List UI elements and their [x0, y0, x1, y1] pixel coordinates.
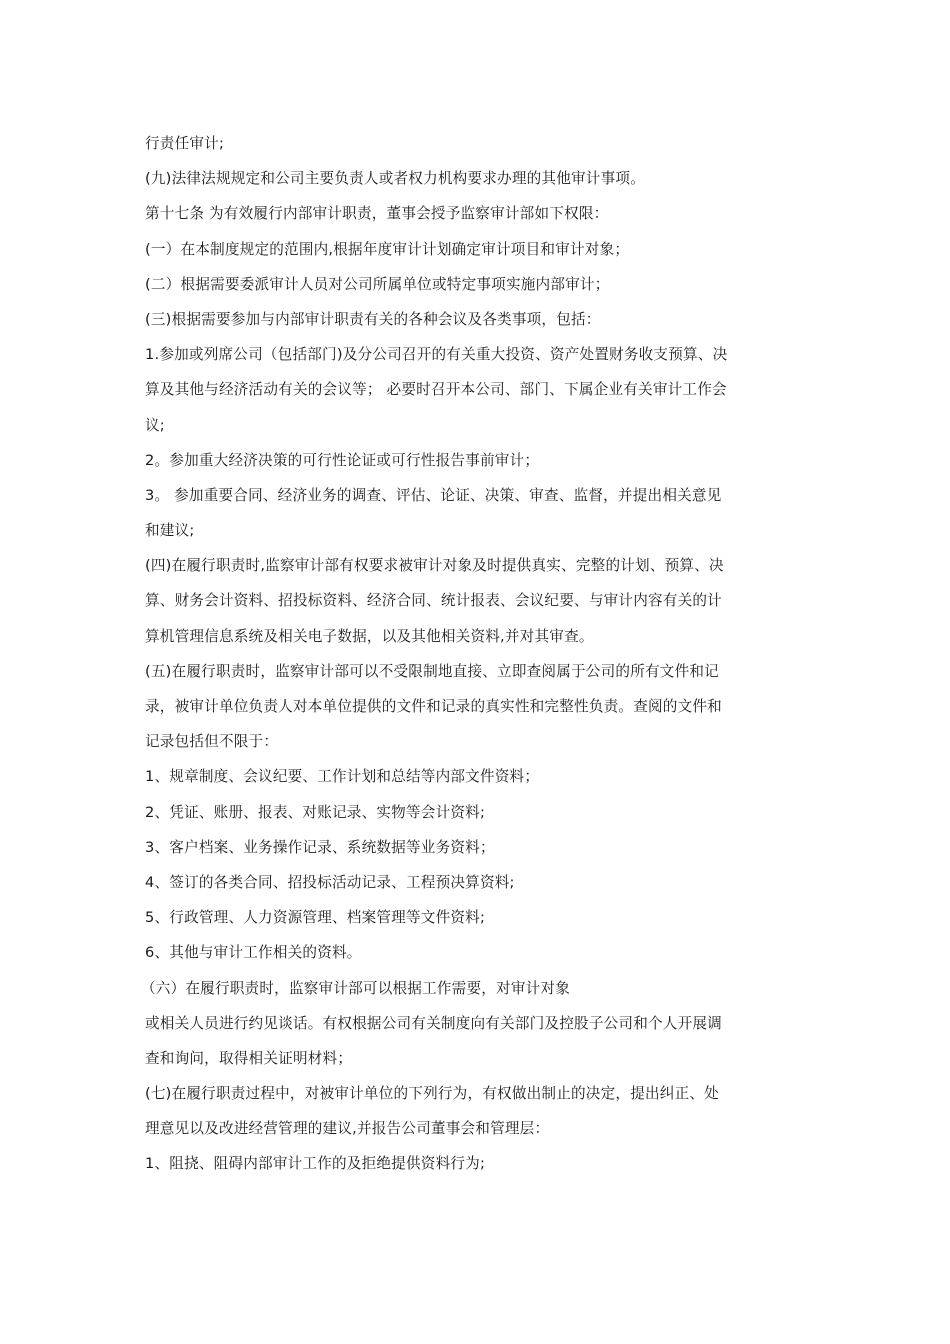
text-line: (四)在履行职责时,监察审计部有权要求被审计对象及时提供真实、完整的计划、预算、决	[145, 557, 724, 575]
text-line: 4、签订的各类合同、招投标活动记录、工程预决算资料;	[145, 873, 515, 891]
text-line: 录，被审计单位负责人对本单位提供的文件和记录的真实性和完整性负责。查阅的文件和	[145, 698, 722, 715]
document-body	[141, 126, 810, 1182]
text-line: 5、行政管理、人力资源管理、档案管理等文件资料;	[145, 909, 486, 927]
text-line: 第十七条 为有效履行内部审计职责，董事会授予监察审计部如下权限：	[145, 205, 609, 223]
text-line: 议;	[145, 416, 165, 434]
text-line: 1.参加或列席公司（包括部门)及分公司召开的有关重大投资、资产处置财务收支预算、决	[145, 346, 728, 364]
text-line: 2、凭证、账册、报表、对账记录、实物等会计资料;	[145, 803, 486, 821]
text-line: (九)法律法规规定和公司主要负责人或者权力机构要求办理的其他审计事项。	[145, 170, 645, 188]
text-line: 2。参加重大经济决策的可行性论证或可行性报告事前审计；	[145, 451, 540, 469]
text-line: (一）在本制度规定的范围内,根据年度审计计划确定审计项目和审计对象；	[145, 240, 630, 258]
text-line: 1、规章制度、会议纪要、工作计划和总结等内部文件资料；	[145, 768, 540, 786]
text-line: 或相关人员进行约见谈话。有权根据公司有关制度向有关部门及控股子公司和个人开展调	[145, 1014, 722, 1032]
text-line: 记录包括但不限于：	[145, 733, 279, 751]
text-line: 查和询问，取得相关证明材料；	[145, 1049, 353, 1067]
text-line: 3、客户档案、业务操作记录、系统数据等业务资料；	[145, 838, 495, 856]
text-line: 理意见以及改进经营管理的建议,并报告公司董事会和管理层：	[145, 1120, 550, 1138]
text-line: 3。 参加重要合同、经济业务的调查、评估、论证、决策、审查、监督，并提出相关意见	[145, 486, 722, 504]
text-line: 算机管理信息系统及相关电子数据，以及其他相关资料,并对其审查。	[145, 627, 594, 645]
text-line: (二）根据需要委派审计人员对公司所属单位或特定事项实施内部审计；	[145, 275, 610, 293]
text-line: 算及其他与经济活动有关的会议等； 必要时召开本公司、部门、下属企业有关审计工作会	[145, 381, 727, 399]
text-line: 行责任审计;	[145, 135, 225, 152]
text-line: 和建议;	[145, 522, 195, 540]
text-line: （六）在履行职责时，监察审计部可以根据工作需要，对审计对象	[141, 979, 571, 997]
text-line: (三)根据需要参加与内部审计职责有关的各种会议及各类事项，包括：	[145, 310, 601, 328]
text-line: (七)在履行职责过程中，对被审计单位的下列行为，有权做出制止的决定，提出纠正、处	[145, 1085, 719, 1103]
text-line: 算、财务会计资料、招投标资料、经济合同、统计报表、会议纪要、与审计内容有关的计	[145, 592, 722, 610]
text-line: (五)在履行职责时，监察审计部可以不受限制地直接、立即查阅属于公司的所有文件和记	[145, 662, 719, 680]
text-line: 1、阻挠、阻碍内部审计工作的及拒绝提供资料行为;	[145, 1155, 486, 1173]
text-line: 6、其他与审计工作相关的资料。	[145, 944, 362, 962]
